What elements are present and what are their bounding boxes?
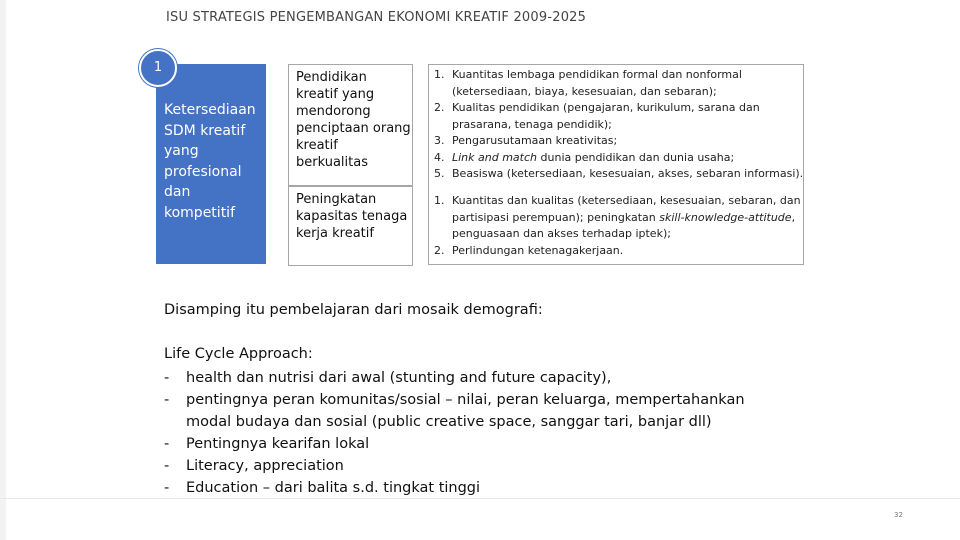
footer-divider [0,498,960,499]
strategy-box-education [288,64,413,186]
slide-title: ISU STRATEGIS PENGEMBANGAN EKONOMI KREATIF 2009-2025 [166,10,587,25]
education-detail-list [434,67,804,183]
lifecycle-title: Life Cycle Approach: [164,346,313,362]
list-item: 1. Kuantitas lembaga pendidikan formal dan nonformal (ketersediaan, biaya, kesesuaian, dan sebaran); [434,68,742,98]
list-item: - Literacy, appreciation [164,458,344,474]
list-item: 4. Link and match dunia pendidikan dan dunia usaha; [434,150,735,164]
strategy-label: Pendidikan kreatif yang mendorong penciptaan orang kreatif berkualitas [296,70,411,170]
list-item: - Pentingnya kearifan lokal [164,436,370,452]
demography-note: Disamping itu pembelajaran dari mosaik demografi: [164,302,543,318]
strategy-label: Peningkatan kapasitas tenaga kerja kreatif [296,192,408,241]
lifecycle-list [164,367,784,499]
list-item: - pentingnya peran komunitas/sosial – nilai, peran keluarga, mempertahankan modal budaya dan sosial (public creative space, sanggar tari, banjar dll) [164,392,745,430]
list-item: 5. Beasiswa (ketersediaan, kesesuaian, akses, sebaran informasi). [434,167,804,180]
list-item: 2. Kualitas pendidikan (pengajaran, kurikulum, sarana dan prasarana, tenaga pendidik); [434,101,760,131]
list-item: -health dan nutrisi dari awal (stunting and future capacity), [164,370,612,386]
issue-number-badge: 1 [139,49,177,87]
page-number: 32 [894,511,903,519]
list-item: - Education – dari balita s.d. tingkat tinggi [164,480,481,496]
list-item: 1. Kuantitas dan kualitas (ketersediaan, kesesuaian, sebaran, dan partisipasi perempuan); peningkatan skill-knowledge-attitude, penguasaan dan akses terhadap iptek); [434,194,801,240]
list-item: 2. Perlindungan ketenagakerjaan. [434,243,624,257]
left-edge-shade [0,0,6,540]
issue-title: Ketersediaan SDM kreatif yang profesional dan kompetitif [164,102,256,221]
strategy-box-workforce [288,186,413,266]
workforce-detail-list [434,193,804,259]
list-item: 3. Pengarusutamaan kreativitas; [434,134,618,147]
